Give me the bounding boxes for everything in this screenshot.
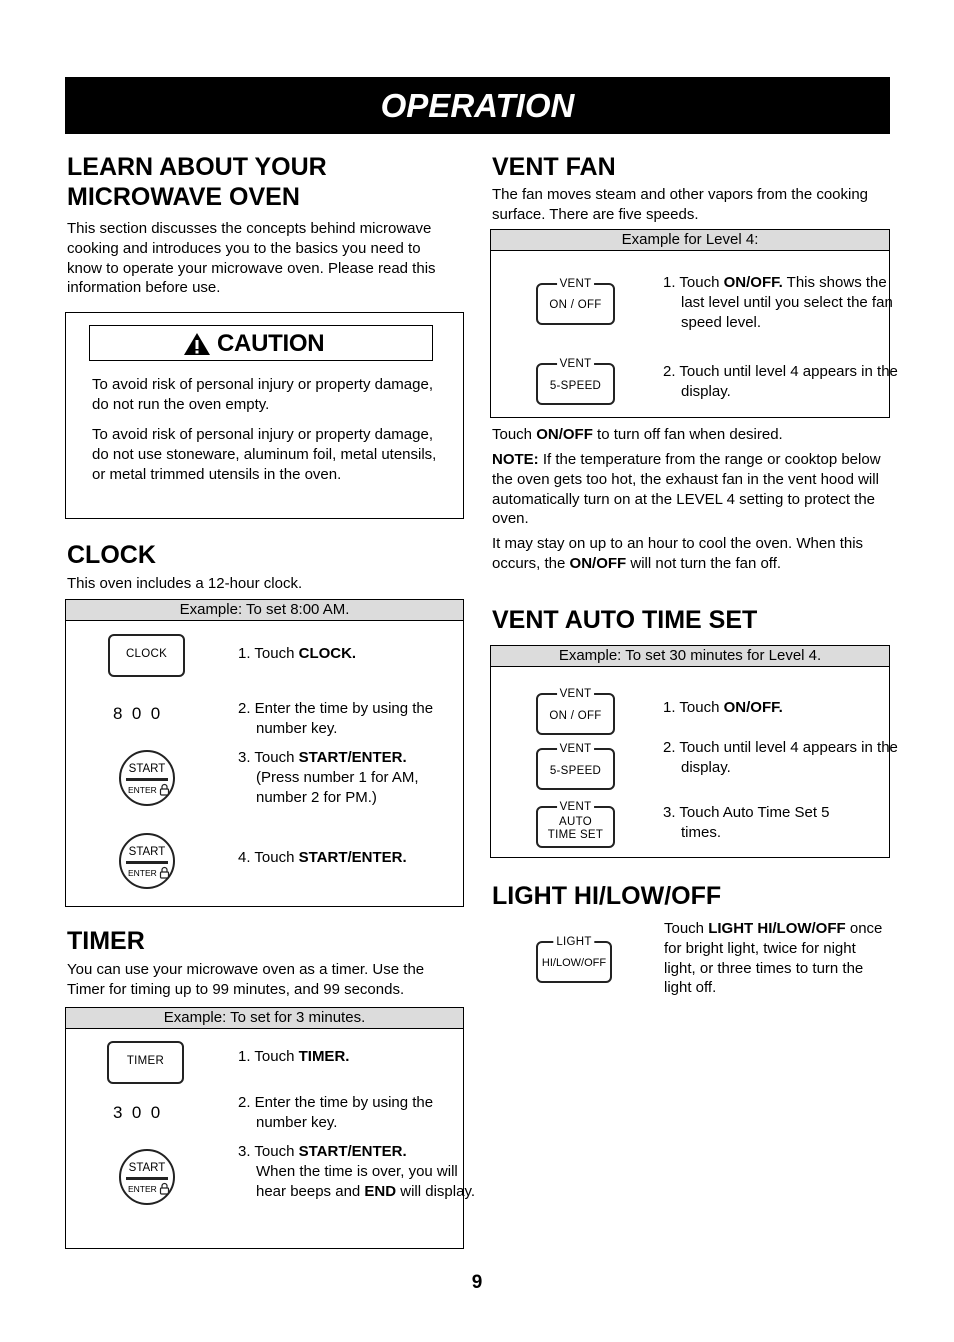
vent-label: VENT (557, 357, 595, 371)
lock-icon (159, 1182, 170, 1195)
vent-auto-step-3: 3. Touch Auto Time Set 5 times. (663, 804, 830, 841)
clock-digits-display: 8 0 0 (113, 704, 161, 723)
vent-5-speed-button[interactable] (536, 358, 615, 405)
light-instructions: Touch LIGHT HI/LOW/OFF once for bright light, twice for night light, or three times to turn the light off. (664, 920, 883, 997)
vent-auto-example-header: Example: To set 30 minutes for Level 4. (491, 646, 889, 667)
timer-title: TIMER (67, 927, 145, 955)
enter-label: ENTER (128, 1184, 157, 1194)
caution-text-1: To avoid risk of personal injury or property damage, do not run the oven empty. (92, 376, 434, 413)
vent-fan-note: NOTE: If the temperature from the range or cooktop below the oven gets too hot, the exhaust fan in the vent hood will automatically turn on at the LEVEL 4 setting to protect the oven. (492, 451, 881, 528)
vent-fan-stay-text: It may stay on up to an hour to cool the oven. When this occurs, the ON/OFF will not turn the fan off. (492, 535, 864, 572)
start-label: START (128, 846, 166, 858)
learn-title (67, 152, 327, 212)
clock-title: CLOCK (67, 541, 156, 569)
vent-auto-step-2: 2. Touch until level 4 appears in the display. (663, 739, 898, 776)
on-off-label: ON / OFF (549, 710, 602, 722)
caution-text-2: To avoid risk of personal injury or property damage, do not use stoneware, aluminum foil, metal utensils, or metal trimmed utensils in the oven. (92, 426, 437, 483)
warning-icon (183, 332, 211, 356)
light-title: LIGHT HI/LOW/OFF (492, 882, 722, 910)
start-enter-button[interactable] (119, 1149, 175, 1205)
learn-intro: This section discusses the concepts behind microwave cooking and introduces you to the basics you need to know to operate your microwave oven. Please read this information before use. (67, 220, 436, 297)
timer-step-3: 3. Touch START/ENTER. When the time is over, you will hear beeps and END will display. (238, 1143, 476, 1200)
vent-fan-step-1: 1. Touch ON/OFF. This shows the last level until you select the fan speed level. (663, 274, 893, 331)
start-divider (126, 1177, 168, 1180)
start-divider (126, 778, 168, 781)
light-hi-low-off-button[interactable] (536, 936, 612, 983)
vent-auto-time-set-button[interactable] (536, 801, 615, 848)
vent-label: VENT (557, 742, 595, 756)
vent-auto-step-1: 1. Touch ON/OFF. (663, 699, 783, 716)
vent-auto-title: VENT AUTO TIME SET (492, 606, 758, 634)
vent-fan-step-2: 2. Touch until level 4 appears in the display. (663, 363, 898, 400)
light-label: LIGHT (553, 935, 594, 949)
vent-on-off-button[interactable] (536, 278, 615, 325)
5-speed-label: 5-SPEED (549, 765, 602, 777)
page-number: 9 (471, 1272, 483, 1293)
vent-fan-title: VENT FAN (492, 153, 616, 181)
start-enter-button[interactable] (119, 833, 175, 889)
start-enter-button[interactable] (119, 750, 175, 806)
clock-step-2: 2. Enter the time by using the number key. (238, 700, 434, 737)
start-label: START (128, 763, 166, 775)
start-divider (126, 861, 168, 864)
timer-digits-display: 3 0 0 (113, 1103, 161, 1122)
auto-label: AUTO (559, 816, 592, 828)
vent-on-off-button[interactable] (536, 688, 615, 735)
lock-icon (159, 866, 170, 879)
learn-title-line2: MICROWAVE OVEN (67, 183, 300, 211)
5-speed-label: 5-SPEED (549, 380, 602, 392)
page-banner: OPERATION (65, 77, 890, 134)
lock-icon (159, 783, 170, 796)
clock-example-header: Example: To set 8:00 AM. (66, 600, 463, 621)
on-off-label: ON / OFF (549, 299, 602, 311)
vent-label: VENT (557, 277, 595, 291)
vent-fan-off-text: Touch ON/OFF to turn off fan when desired. (492, 426, 783, 443)
vent-5-speed-button[interactable] (536, 743, 615, 790)
learn-title-line1: LEARN ABOUT YOUR (67, 153, 327, 181)
timer-step-2: 2. Enter the time by using the number key. (238, 1094, 434, 1131)
vent-fan-example-header: Example for Level 4: (491, 230, 889, 251)
clock-step-4: 4. Touch START/ENTER. (238, 849, 407, 866)
clock-intro: This oven includes a 12-hour clock. (67, 575, 303, 592)
clock-button[interactable]: CLOCK (108, 634, 185, 677)
hi-low-off-label: HI/LOW/OFF (541, 957, 607, 969)
timer-step-1: 1. Touch TIMER. (238, 1048, 350, 1065)
clock-step-1: 1. Touch CLOCK. (238, 645, 357, 662)
time-set-label: TIME SET (547, 829, 604, 841)
enter-label: ENTER (128, 868, 157, 878)
caution-header (89, 325, 433, 361)
caution-label: CAUTION (217, 330, 325, 357)
timer-example-header: Example: To set for 3 minutes. (66, 1008, 463, 1029)
start-label: START (128, 1162, 166, 1174)
timer-button[interactable]: TIMER (107, 1041, 184, 1084)
vent-label: VENT (557, 687, 595, 701)
vent-fan-intro: The fan moves steam and other vapors from the cooking surface. There are five speeds. (492, 186, 869, 223)
vent-label: VENT (557, 800, 595, 814)
timer-intro: You can use your microwave oven as a timer. Use the Timer for timing up to 99 minutes, and 99 seconds. (67, 961, 425, 998)
enter-label: ENTER (128, 785, 157, 795)
clock-step-3: 3. Touch START/ENTER. (Press number 1 for AM, number 2 for PM.) (238, 749, 419, 806)
